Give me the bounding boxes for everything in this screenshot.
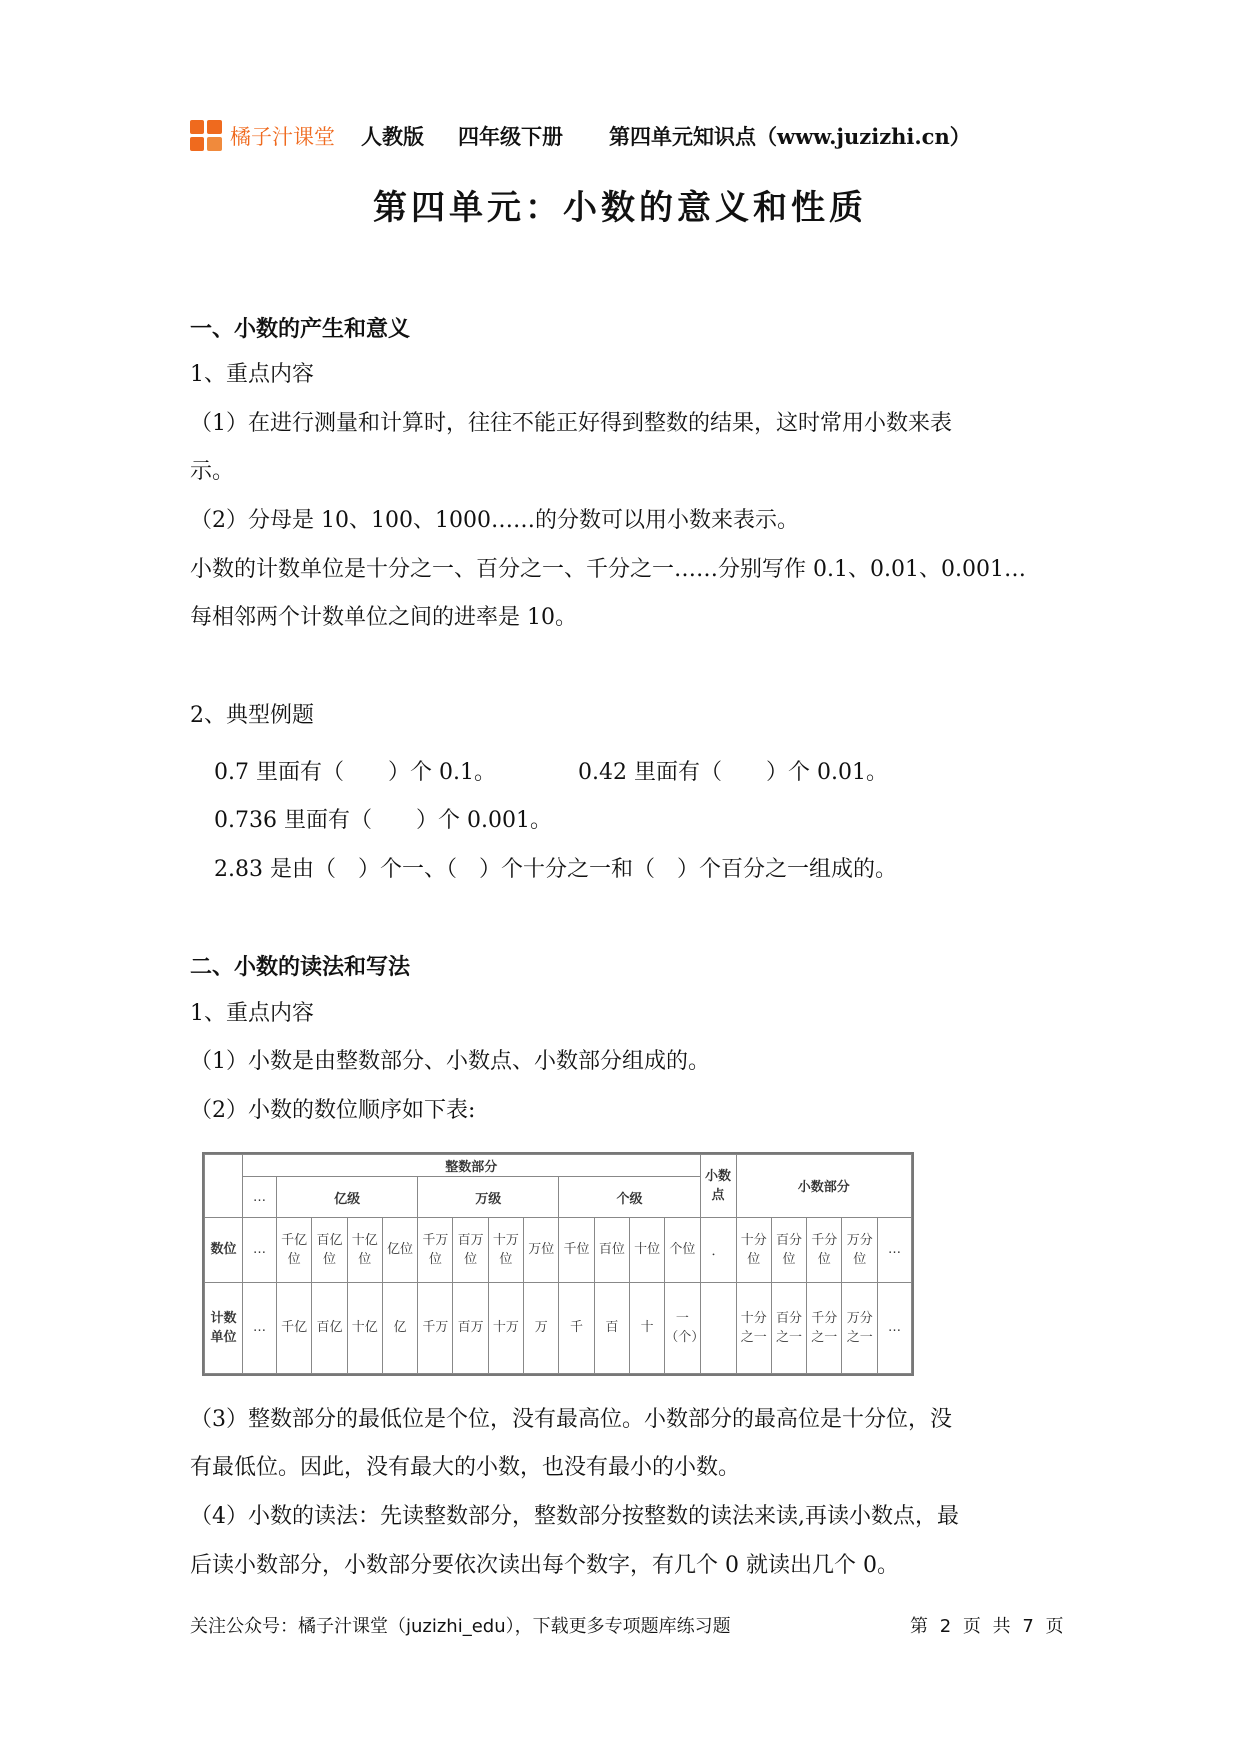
unit-cell: 千	[559, 1282, 594, 1373]
unit-cell: 十万	[488, 1282, 523, 1373]
footer-note: 关注公众号：橘子汁课堂（juzizhi_edu），下载更多专项题库练习题	[190, 1616, 731, 1637]
decimal-part-header: 小数部分	[736, 1155, 911, 1218]
decimal-unit-cell: 千分之一	[807, 1282, 842, 1373]
example-2: 0.42 里面有（ ）个 0.01。	[578, 760, 888, 785]
digit-cell: 千万位	[418, 1217, 453, 1282]
unit-cell: 亿	[382, 1282, 417, 1373]
decimal-point-header: 小数点	[700, 1155, 736, 1218]
unit-cell: 十亿	[347, 1282, 382, 1373]
place-value-table	[202, 1152, 914, 1376]
section-1-p1a: （1）在进行测量和计算时，往往不能正好得到整数的结果，这时常用小数来表	[190, 411, 952, 436]
decimal-digit-cell: 十分位	[736, 1217, 771, 1282]
digit-cell: 千亿位	[277, 1217, 312, 1282]
section-2-heading: 二、小数的读法和写法	[190, 954, 411, 980]
document-header	[190, 116, 1005, 156]
section-2-sub1: 1、重点内容	[190, 1001, 314, 1026]
row-label-units: 计数单位	[205, 1282, 243, 1373]
decimal-unit-cell: 十分之一	[736, 1282, 771, 1373]
digit-cell: 百位	[594, 1217, 629, 1282]
units-ellipsis-left: …	[243, 1282, 277, 1373]
decimal-digit-cell: 千分位	[807, 1217, 842, 1282]
digit-cell: 个位	[665, 1217, 700, 1282]
section-2-p3a: （3）整数部分的最低位是个位，没有最高位。小数部分的最高位是十分位，没	[190, 1407, 952, 1432]
decimal-point-mark: ．	[700, 1217, 736, 1282]
section-2-p4b: 后读小数部分，小数部分要依次读出每个数字，有几个 0 就读出几个 0。	[190, 1553, 899, 1578]
decimal-unit-cell: 百分之一	[771, 1282, 806, 1373]
units-ellipsis-right: …	[877, 1282, 911, 1373]
section-1-p1b: 示。	[190, 459, 235, 484]
digits-ellipsis-left: …	[243, 1217, 277, 1282]
integer-part-header: 整数部分	[243, 1155, 701, 1177]
brand-logo-icon	[190, 120, 222, 152]
unit-cell: 百	[594, 1282, 629, 1373]
ge-level-header: 个级	[559, 1177, 700, 1218]
digit-cell: 百亿位	[312, 1217, 347, 1282]
section-2-p1: （1）小数是由整数部分、小数点、小数部分组成的。	[190, 1049, 710, 1074]
yi-level-header: 亿级	[277, 1177, 418, 1218]
section-1-sub2: 2、典型例题	[190, 703, 314, 728]
digits-ellipsis-right: …	[877, 1217, 911, 1282]
header-unit: 第四单元知识点（www.juzizhi.cn）	[609, 124, 971, 149]
section-1-sub1: 1、重点内容	[190, 362, 314, 387]
header-edition: 人教版	[361, 124, 424, 149]
digit-cell: 十亿位	[347, 1217, 382, 1282]
unit-cell: 千亿	[277, 1282, 312, 1373]
section-1-p3: 小数的计数单位是十分之一、百分之一、千分之一……分别写作 0.1、0.01、0.001…	[190, 557, 1026, 582]
brand-name: 橘子汁课堂	[230, 125, 335, 149]
digit-cell: 千位	[559, 1217, 594, 1282]
unit-cell: 千万	[418, 1282, 453, 1373]
wan-level-header: 万级	[418, 1177, 559, 1218]
page-number: 第 2 页 共 7 页	[910, 1616, 1064, 1637]
digit-cell: 百万位	[453, 1217, 488, 1282]
row-label-digits: 数位	[205, 1217, 243, 1282]
header-grade: 四年级下册	[458, 124, 563, 149]
unit-cell: 十	[629, 1282, 664, 1373]
example-4: 2.83 是由（ ）个一、（ ）个十分之一和（ ）个百分之一组成的。	[214, 857, 897, 882]
example-3: 0.736 里面有（ ）个 0.001。	[214, 808, 552, 833]
level-ellipsis: …	[243, 1177, 277, 1218]
unit-cell: 百亿	[312, 1282, 347, 1373]
section-1-p4: 每相邻两个计数单位之间的进率是 10。	[190, 605, 577, 630]
decimal-unit-cell: 万分之一	[842, 1282, 878, 1373]
table-corner-cell	[205, 1155, 243, 1218]
digit-cell: 万位	[524, 1217, 559, 1282]
decimal-digit-cell: 万分位	[842, 1217, 878, 1282]
section-2-p3b: 有最低位。因此，没有最大的小数，也没有最小的小数。	[190, 1455, 741, 1480]
digit-cell: 亿位	[382, 1217, 417, 1282]
digit-cell: 十位	[629, 1217, 664, 1282]
units-point-blank	[700, 1282, 736, 1373]
section-1-p2: （2）分母是 10、100、1000……的分数可以用小数来表示。	[190, 508, 799, 533]
digit-cell: 十万位	[488, 1217, 523, 1282]
section-2-p4a: （4）小数的读法：先读整数部分，整数部分按整数的读法来读,再读小数点，最	[190, 1504, 959, 1529]
section-1-heading: 一、小数的产生和意义	[190, 316, 411, 342]
decimal-digit-cell: 百分位	[771, 1217, 806, 1282]
unit-cell: 一（个）	[665, 1282, 700, 1373]
place-value-grid	[204, 1154, 912, 1374]
example-1: 0.7 里面有（ ）个 0.1。	[214, 760, 496, 785]
unit-cell: 万	[524, 1282, 559, 1373]
unit-cell: 百万	[453, 1282, 488, 1373]
section-2-p2: （2）小数的数位顺序如下表:	[190, 1098, 476, 1123]
page-title: 第四单元：小数的意义和性质	[373, 188, 867, 228]
